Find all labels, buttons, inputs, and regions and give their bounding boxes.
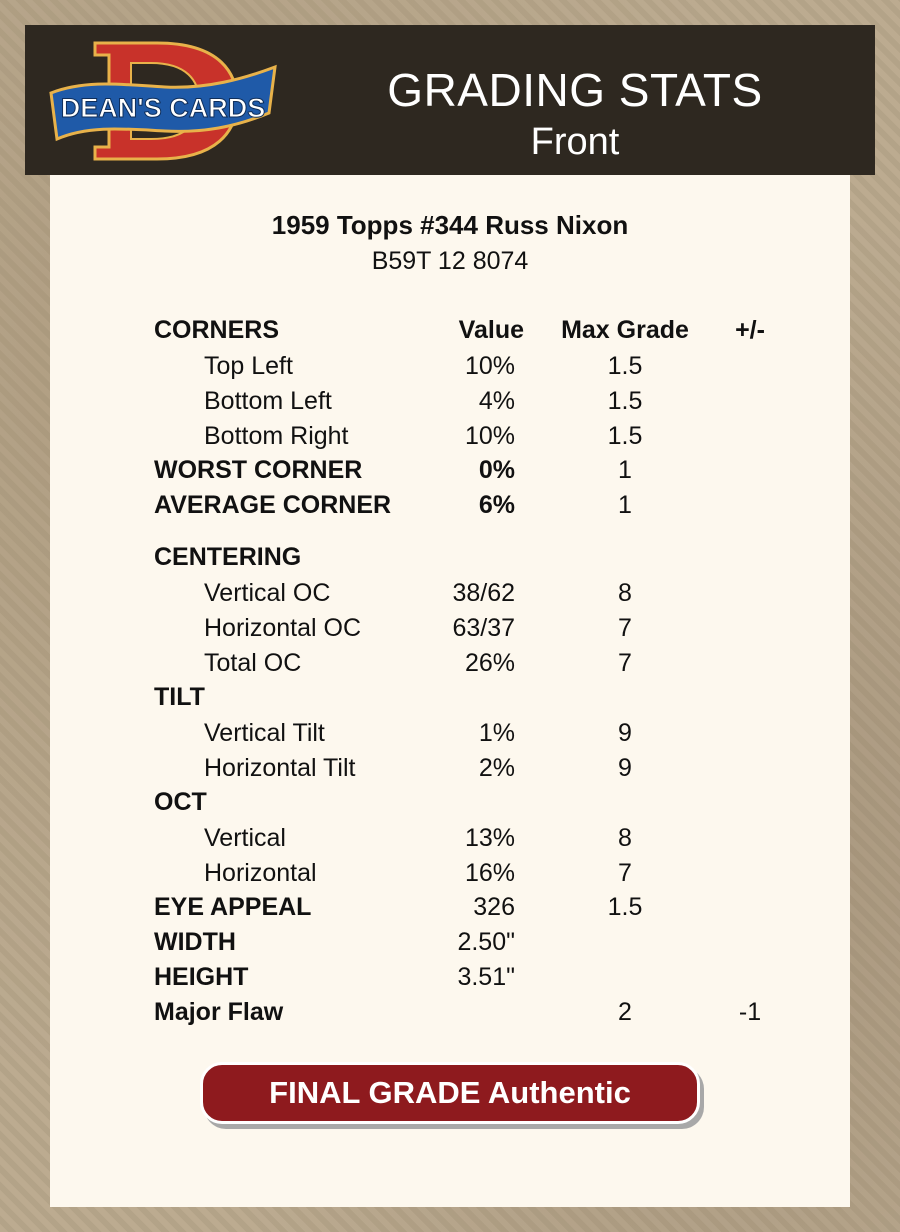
final-grade-button[interactable]: FINAL GRADE Authentic [200, 1062, 700, 1124]
row-value: 2% [478, 754, 515, 782]
stats-panel [50, 175, 850, 1207]
row-max-grade: 7 [618, 859, 632, 887]
row-label: Bottom Right [204, 422, 349, 450]
table-row [50, 893, 850, 927]
table-row [50, 859, 850, 893]
section-row [50, 543, 850, 577]
row-value: 13% [464, 824, 515, 852]
header-bar [25, 25, 875, 175]
table-row [50, 579, 850, 613]
table-row [50, 649, 850, 683]
table-row [50, 928, 850, 962]
row-max-grade: 1.5 [607, 422, 643, 450]
row-value: 10% [464, 422, 515, 450]
row-label: Horizontal [204, 859, 317, 887]
row-label: Horizontal OC [204, 614, 361, 642]
row-max-grade: 1 [618, 491, 632, 519]
row-value: 38/62 [452, 579, 515, 607]
section-row [50, 788, 850, 822]
logo-text: DEAN'S CARDS [60, 93, 266, 123]
row-max-grade: 1.5 [607, 893, 643, 921]
row-label: Vertical [204, 824, 286, 852]
page-title: GRADING STATS [387, 64, 763, 116]
row-max-grade: 9 [618, 754, 632, 782]
row-label: Vertical OC [204, 579, 331, 607]
row-label: Top Left [204, 352, 293, 380]
section-label: CENTERING [154, 543, 302, 571]
row-label: Total OC [204, 649, 302, 677]
row-label: Major Flaw [154, 998, 284, 1026]
row-max-grade: 1.5 [607, 387, 643, 415]
row-value: 6% [478, 491, 515, 519]
row-label: CORNERS [154, 316, 280, 344]
table-row [50, 963, 850, 997]
row-max-grade: 8 [618, 824, 632, 852]
table-row [50, 614, 850, 648]
row-label: Bottom Left [204, 387, 332, 415]
row-max-grade: 8 [618, 579, 632, 607]
row-max-grade: 9 [618, 719, 632, 747]
page-subtitle: Front [530, 121, 620, 163]
row-max-grade: 1.5 [607, 352, 643, 380]
row-value: 26% [464, 649, 515, 677]
section-label: OCT [154, 788, 207, 816]
table-row [50, 491, 850, 525]
row-label: AVERAGE CORNER [154, 491, 392, 519]
row-value: 3.51" [457, 963, 515, 991]
row-label: HEIGHT [154, 963, 249, 991]
row-max-grade: 7 [618, 649, 632, 677]
table-row [50, 352, 850, 386]
row-value: 16% [464, 859, 515, 887]
column-header-value: Value [458, 316, 524, 344]
corners-header-row [50, 316, 850, 350]
row-label: WORST CORNER [154, 456, 363, 484]
row-value: 4% [478, 387, 515, 415]
row-value: 63/37 [452, 614, 515, 642]
row-value: 326 [473, 893, 515, 921]
row-max-grade: 7 [618, 614, 632, 642]
section-label: TILT [154, 683, 205, 711]
row-max-grade: 2 [618, 998, 632, 1026]
column-header-max-grade: Max Grade [561, 316, 689, 344]
row-label: Vertical Tilt [204, 719, 325, 747]
row-label: WIDTH [154, 928, 236, 956]
card-title: 1959 Topps #344 Russ Nixon [271, 210, 629, 240]
table-row [50, 719, 850, 753]
table-row [50, 824, 850, 858]
row-max-grade: 1 [618, 456, 632, 484]
row-label: EYE APPEAL [154, 893, 312, 921]
row-plus-minus: -1 [738, 998, 762, 1026]
column-header-plus-minus: +/- [735, 316, 765, 344]
section-row [50, 683, 850, 717]
table-row [50, 998, 850, 1032]
deans-cards-logo [47, 35, 279, 165]
row-value: 0% [478, 456, 515, 484]
table-row [50, 387, 850, 421]
row-value: 10% [464, 352, 515, 380]
row-value: 1% [478, 719, 515, 747]
row-value: 2.50" [457, 928, 515, 956]
table-row [50, 422, 850, 456]
table-row [50, 456, 850, 490]
row-label: Horizontal Tilt [204, 754, 356, 782]
table-row [50, 754, 850, 788]
card-code: B59T 12 8074 [371, 247, 529, 275]
